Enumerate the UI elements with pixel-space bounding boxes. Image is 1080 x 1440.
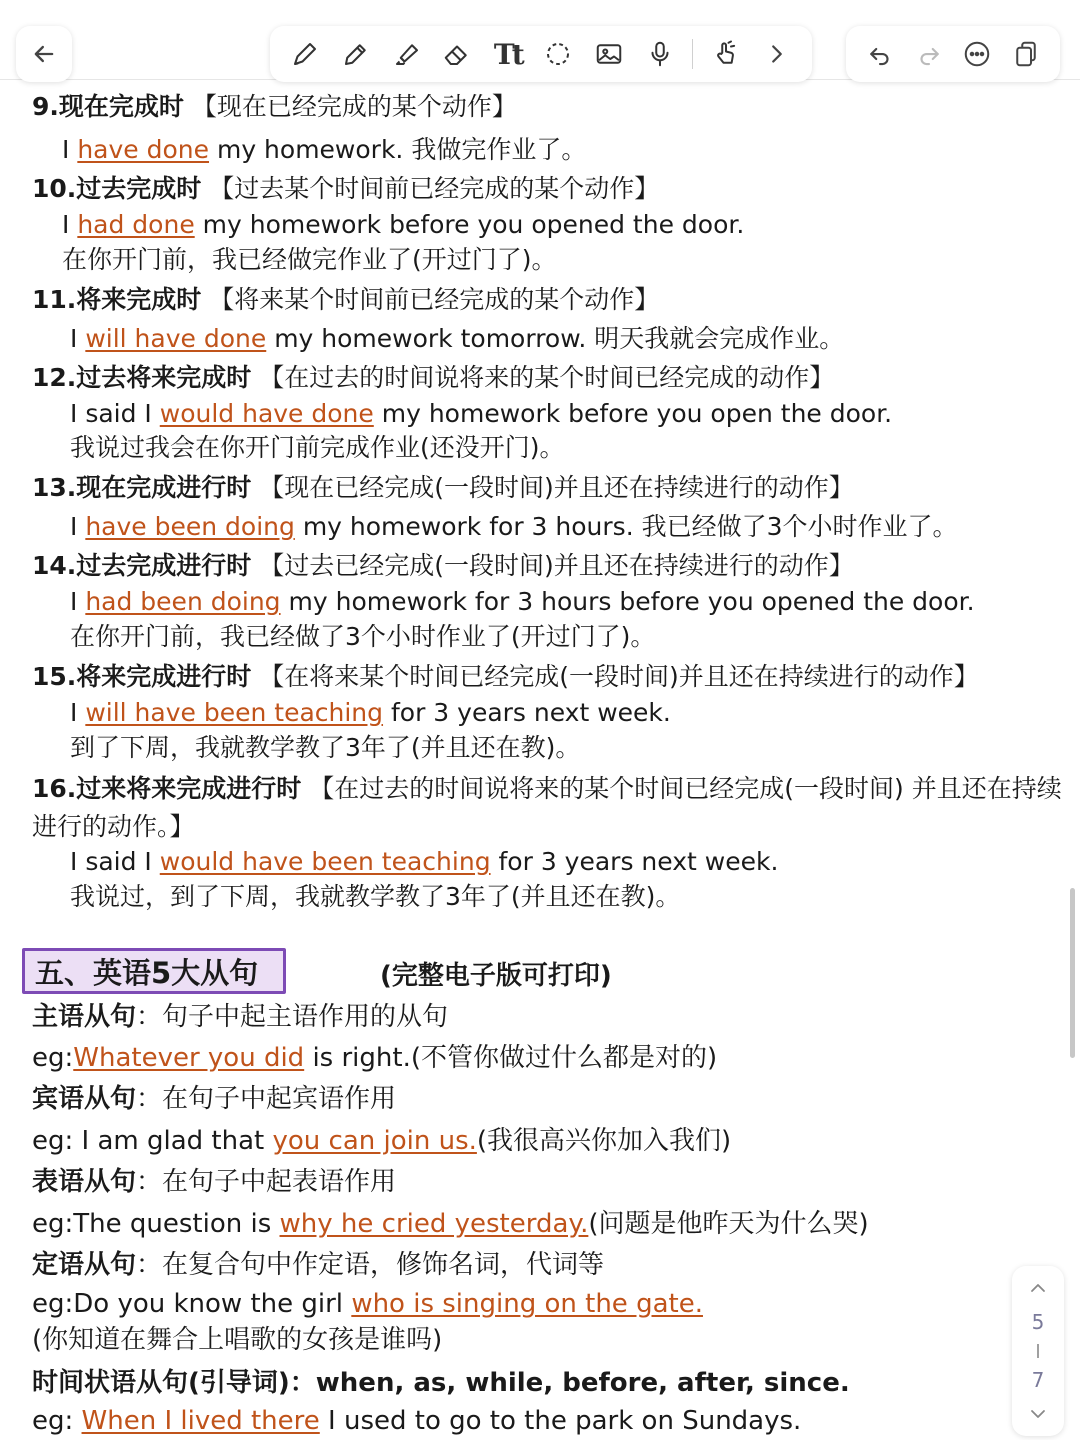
pages-button[interactable] bbox=[1008, 36, 1044, 72]
pen-icon bbox=[290, 39, 320, 69]
arrow-left-icon bbox=[30, 40, 58, 68]
image-icon bbox=[594, 39, 624, 69]
subject-clause-def: 主语从句：句子中起主语作用的从句 bbox=[32, 1002, 449, 1032]
section-note: (完整电子版可打印) bbox=[380, 961, 612, 991]
tense-9-heading: 9.现在完成时 【现在已经完成的某个动作】 bbox=[32, 92, 517, 121]
redo-button[interactable] bbox=[911, 36, 947, 72]
tense-12-translation: 我说过我会在你开门前完成作业(还没开门)。 bbox=[70, 433, 565, 462]
predicative-clause-def: 表语从句：在句子中起表语作用 bbox=[32, 1167, 397, 1197]
pencil-tool-button[interactable] bbox=[338, 36, 374, 72]
tense-12-heading: 12.过去将来完成时 【在过去的时间说将来的某个时间已经完成的动作】 bbox=[32, 363, 835, 392]
total-pages-number: 7 bbox=[1031, 1368, 1045, 1392]
tense-14-translation: 在你开门前，我已经做了3个小时作业了(开过门了)。 bbox=[70, 622, 656, 651]
predicative-clause-example: eg:The question is why he cried yesterday.(问题是他昨天为什么哭) bbox=[32, 1209, 869, 1239]
tense-10-heading: 10.过去完成时 【过去某个时间前已经完成的某个动作】 bbox=[32, 174, 660, 203]
next-page-button[interactable] bbox=[1026, 1402, 1050, 1426]
tense-16-example: I said I would have been teaching for 3 years next week. bbox=[70, 847, 779, 876]
highlighter-tool-button[interactable] bbox=[389, 36, 425, 72]
pencil-icon bbox=[341, 39, 371, 69]
top-toolbar bbox=[0, 0, 1080, 80]
vertical-scrollbar[interactable] bbox=[1070, 888, 1075, 1058]
undo-icon bbox=[865, 39, 895, 69]
tense-16-heading: 16.过来将来完成进行时 【在过去的时间说将来的某个时间已经完成(一段时间) 并且还在持续进行的动作。】 bbox=[32, 774, 1062, 841]
ellipsis-circle-icon bbox=[962, 39, 992, 69]
hand-tool-button[interactable] bbox=[708, 36, 744, 72]
tense-9-example: I have done my homework. 我做完作业了。 bbox=[62, 135, 587, 164]
attributive-clause-translation: (你知道在舞合上唱歌的女孩是谁吗) bbox=[32, 1325, 443, 1355]
tense-16-translation: 我说过，到了下周，我就教学教了3年了(并且还在教)。 bbox=[70, 882, 681, 911]
more-tools-button[interactable] bbox=[759, 36, 795, 72]
object-clause-example: eg: I am glad that you can join us.(我很高兴你加入我们) bbox=[32, 1126, 732, 1156]
copy-pages-icon bbox=[1011, 39, 1041, 69]
back-button[interactable] bbox=[16, 26, 72, 82]
eraser-tool-button[interactable] bbox=[439, 36, 475, 72]
object-clause-def: 宾语从句：在句子中起宾语作用 bbox=[32, 1084, 397, 1114]
page-separator bbox=[1037, 1344, 1039, 1358]
more-options-button[interactable] bbox=[959, 36, 995, 72]
lasso-icon bbox=[543, 39, 573, 69]
tense-14-heading: 14.过去完成进行时 【过去已经完成(一段时间)并且还在持续进行的动作】 bbox=[32, 551, 854, 580]
tense-15-example: I will have been teaching for 3 years next week. bbox=[70, 698, 671, 727]
text-tool-button[interactable] bbox=[490, 36, 526, 72]
chevron-right-icon bbox=[762, 39, 792, 69]
tense-11-example: I will have done my homework tomorrow. 明天我就会完成作业。 bbox=[70, 324, 845, 353]
tense-10-translation: 在你开门前，我已经做完作业了(开过门了)。 bbox=[62, 245, 557, 274]
drawing-tools-bar bbox=[270, 26, 812, 82]
text-tool-icon: Tt bbox=[493, 37, 522, 71]
tense-15-heading: 15.将来完成进行时 【在将来某个时间已经完成(一段时间)并且还在持续进行的动作】 bbox=[32, 662, 979, 691]
hand-pointer-icon bbox=[711, 39, 741, 69]
eraser-icon bbox=[442, 39, 472, 69]
tense-14-example: I had been doing my homework for 3 hours before you opened the door. bbox=[70, 587, 975, 616]
highlighter-icon bbox=[392, 39, 422, 69]
section-heading: 五、英语5大从句 bbox=[22, 948, 286, 994]
toolbar-divider bbox=[692, 39, 693, 69]
tense-13-example: I have been doing my homework for 3 hours. 我已经做了3个小时作业了。 bbox=[70, 512, 958, 541]
adverbial-time-clause-def: 时间状语从句(引导词)：when, as, while, before, after, since. bbox=[32, 1368, 850, 1398]
previous-page-button[interactable] bbox=[1026, 1276, 1050, 1300]
image-tool-button[interactable] bbox=[591, 36, 627, 72]
microphone-icon bbox=[645, 39, 675, 69]
history-actions-bar bbox=[846, 26, 1060, 82]
lasso-tool-button[interactable] bbox=[540, 36, 576, 72]
attributive-clause-def: 定语从句：在复合句中作定语，修饰名词，代词等 bbox=[32, 1250, 605, 1280]
tense-11-heading: 11.将来完成时 【将来某个时间前已经完成的某个动作】 bbox=[32, 285, 660, 314]
current-page-number: 5 bbox=[1031, 1310, 1045, 1334]
attributive-clause-example: eg:Do you know the girl who is singing on the gate. bbox=[32, 1289, 703, 1319]
page-navigator bbox=[1012, 1266, 1064, 1436]
undo-button[interactable] bbox=[862, 36, 898, 72]
microphone-tool-button[interactable] bbox=[642, 36, 678, 72]
tense-10-example: I had done my homework before you opened the door. bbox=[62, 210, 745, 239]
pen-tool-button[interactable] bbox=[287, 36, 323, 72]
tense-12-example: I said I would have done my homework before you open the door. bbox=[70, 399, 893, 428]
tense-15-translation: 到了下周，我就教学教了3年了(并且还在教)。 bbox=[70, 733, 581, 762]
adverbial-time-clause-example: eg: When I lived there I used to go to the park on Sundays. bbox=[32, 1406, 802, 1436]
subject-clause-example: eg:Whatever you did is right.(不管你做过什么都是对的) bbox=[32, 1043, 718, 1073]
tense-13-heading: 13.现在完成进行时 【现在已经完成(一段时间)并且还在持续进行的动作】 bbox=[32, 473, 854, 502]
redo-icon bbox=[914, 39, 944, 69]
